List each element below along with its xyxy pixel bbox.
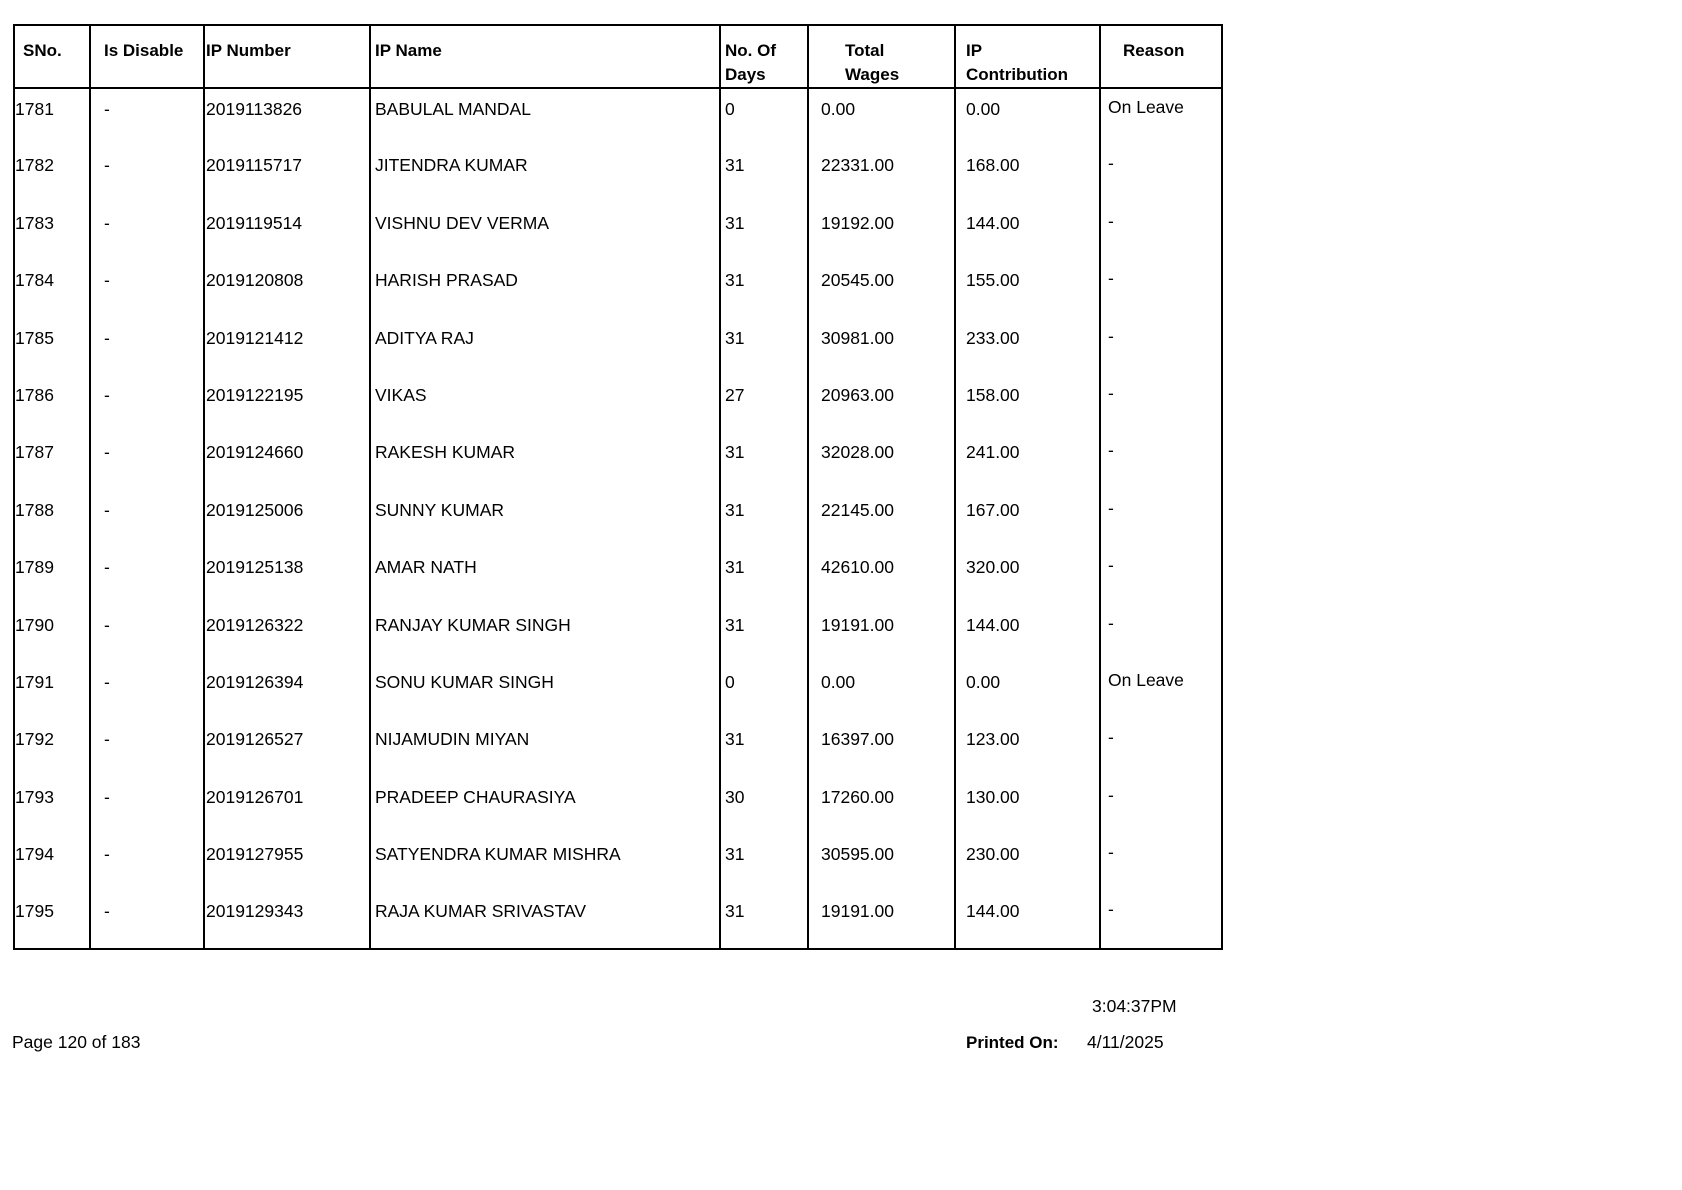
cell-no-of-days: 0 <box>720 88 808 145</box>
cell-total-wages: 22145.00 <box>808 490 955 547</box>
cell-no-of-days: 31 <box>720 260 808 317</box>
table-row <box>14 432 1222 489</box>
cell-ip-contribution: 241.00 <box>955 432 1100 489</box>
cell-reason: - <box>1100 318 1222 375</box>
cell-ip-name: BABULAL MANDAL <box>370 88 720 145</box>
cell-ip-number: 2019125138 <box>204 547 370 604</box>
cell-no-of-days: 27 <box>720 375 808 432</box>
cell-sno: 1787 <box>14 432 90 489</box>
printed-on-label: Printed On: <box>966 1033 1059 1052</box>
cell-is-disable: - <box>90 891 204 948</box>
header-ip-number: IP Number <box>204 25 370 88</box>
cell-ip-number: 2019129343 <box>204 891 370 948</box>
cell-is-disable: - <box>90 547 204 604</box>
cell-ip-contribution: 168.00 <box>955 145 1100 202</box>
header-ip-name: IP Name <box>370 25 720 88</box>
cell-ip-number: 2019122195 <box>204 375 370 432</box>
cell-reason: On Leave <box>1100 88 1222 145</box>
cell-sno: 1786 <box>14 375 90 432</box>
cell-reason: - <box>1100 547 1222 604</box>
cell-reason: - <box>1100 490 1222 547</box>
cell-ip-number: 2019115717 <box>204 145 370 202</box>
cell-ip-name: RAJA KUMAR SRIVASTAV <box>370 891 720 948</box>
cell-total-wages: 0.00 <box>808 88 955 145</box>
cell-ip-contribution: 144.00 <box>955 203 1100 260</box>
cell-is-disable: - <box>90 145 204 202</box>
cell-no-of-days: 30 <box>720 777 808 834</box>
table-row <box>14 834 1222 891</box>
cell-ip-number: 2019126394 <box>204 662 370 719</box>
header-total-wages: Total Wages <box>808 25 955 88</box>
cell-ip-name: PRADEEP CHAURASIYA <box>370 777 720 834</box>
cell-ip-name: VISHNU DEV VERMA <box>370 203 720 260</box>
cell-ip-name: SONU KUMAR SINGH <box>370 662 720 719</box>
printed-time: 3:04:37PM <box>1092 996 1177 1016</box>
cell-total-wages: 16397.00 <box>808 719 955 776</box>
table-row <box>14 662 1222 719</box>
cell-sno: 1793 <box>14 777 90 834</box>
header-is-disable: Is Disable <box>90 25 204 88</box>
cell-is-disable: - <box>90 490 204 547</box>
cell-total-wages: 20963.00 <box>808 375 955 432</box>
cell-total-wages: 42610.00 <box>808 547 955 604</box>
cell-no-of-days: 31 <box>720 547 808 604</box>
cell-ip-contribution: 144.00 <box>955 605 1100 662</box>
table-header-row <box>14 25 1222 88</box>
cell-sno: 1788 <box>14 490 90 547</box>
table-row <box>14 375 1222 432</box>
cell-no-of-days: 31 <box>720 834 808 891</box>
table-row <box>14 145 1222 202</box>
cell-sno: 1792 <box>14 719 90 776</box>
table-row <box>14 777 1222 834</box>
table-row <box>14 605 1222 662</box>
cell-ip-number: 2019124660 <box>204 432 370 489</box>
table-row <box>14 318 1222 375</box>
cell-no-of-days: 31 <box>720 719 808 776</box>
cell-ip-contribution: 130.00 <box>955 777 1100 834</box>
cell-ip-number: 2019126527 <box>204 719 370 776</box>
cell-total-wages: 30981.00 <box>808 318 955 375</box>
cell-ip-contribution: 230.00 <box>955 834 1100 891</box>
cell-is-disable: - <box>90 605 204 662</box>
cell-ip-contribution: 158.00 <box>955 375 1100 432</box>
cell-reason: - <box>1100 203 1222 260</box>
cell-ip-name: ADITYA RAJ <box>370 318 720 375</box>
cell-total-wages: 22331.00 <box>808 145 955 202</box>
cell-sno: 1794 <box>14 834 90 891</box>
cell-reason: - <box>1100 605 1222 662</box>
cell-is-disable: - <box>90 88 204 145</box>
cell-total-wages: 32028.00 <box>808 432 955 489</box>
cell-ip-name: VIKAS <box>370 375 720 432</box>
cell-ip-contribution: 320.00 <box>955 547 1100 604</box>
cell-sno: 1785 <box>14 318 90 375</box>
header-reason: Reason <box>1100 25 1222 88</box>
page-indicator: Page 120 of 183 <box>12 1032 141 1052</box>
cell-is-disable: - <box>90 777 204 834</box>
cell-ip-number: 2019121412 <box>204 318 370 375</box>
table-row <box>14 490 1222 547</box>
cell-ip-number: 2019113826 <box>204 88 370 145</box>
table-row <box>14 88 1222 145</box>
cell-reason: - <box>1100 834 1222 891</box>
cell-no-of-days: 0 <box>720 662 808 719</box>
contribution-table <box>13 24 1223 950</box>
header-sno: SNo. <box>14 25 90 88</box>
cell-total-wages: 17260.00 <box>808 777 955 834</box>
cell-ip-contribution: 123.00 <box>955 719 1100 776</box>
cell-ip-number: 2019119514 <box>204 203 370 260</box>
cell-no-of-days: 31 <box>720 490 808 547</box>
cell-reason: - <box>1100 375 1222 432</box>
table-row <box>14 891 1222 948</box>
cell-is-disable: - <box>90 662 204 719</box>
cell-sno: 1784 <box>14 260 90 317</box>
cell-ip-contribution: 233.00 <box>955 318 1100 375</box>
cell-ip-name: SATYENDRA KUMAR MISHRA <box>370 834 720 891</box>
cell-ip-contribution: 155.00 <box>955 260 1100 317</box>
cell-no-of-days: 31 <box>720 203 808 260</box>
cell-ip-name: AMAR NATH <box>370 547 720 604</box>
cell-reason: - <box>1100 145 1222 202</box>
cell-sno: 1790 <box>14 605 90 662</box>
cell-reason: - <box>1100 719 1222 776</box>
cell-ip-name: HARISH PRASAD <box>370 260 720 317</box>
cell-total-wages: 19192.00 <box>808 203 955 260</box>
header-no-of-days: No. Of Days <box>720 25 808 88</box>
table-row <box>14 203 1222 260</box>
cell-total-wages: 30595.00 <box>808 834 955 891</box>
cell-no-of-days: 31 <box>720 891 808 948</box>
cell-is-disable: - <box>90 203 204 260</box>
table-body <box>14 88 1222 949</box>
cell-reason: On Leave <box>1100 662 1222 719</box>
cell-ip-contribution: 0.00 <box>955 88 1100 145</box>
table-row <box>14 547 1222 604</box>
cell-total-wages: 20545.00 <box>808 260 955 317</box>
cell-reason: - <box>1100 891 1222 948</box>
cell-ip-name: NIJAMUDIN MIYAN <box>370 719 720 776</box>
cell-ip-contribution: 144.00 <box>955 891 1100 948</box>
cell-is-disable: - <box>90 260 204 317</box>
cell-ip-name: JITENDRA KUMAR <box>370 145 720 202</box>
cell-no-of-days: 31 <box>720 145 808 202</box>
table-row <box>14 260 1222 317</box>
cell-ip-name: RANJAY KUMAR SINGH <box>370 605 720 662</box>
cell-is-disable: - <box>90 375 204 432</box>
cell-no-of-days: 31 <box>720 432 808 489</box>
cell-sno: 1783 <box>14 203 90 260</box>
cell-ip-number: 2019126701 <box>204 777 370 834</box>
cell-is-disable: - <box>90 719 204 776</box>
cell-total-wages: 19191.00 <box>808 605 955 662</box>
cell-ip-contribution: 167.00 <box>955 490 1100 547</box>
header-ip-contribution: IP Contribution <box>955 25 1100 88</box>
cell-sno: 1789 <box>14 547 90 604</box>
cell-ip-number: 2019127955 <box>204 834 370 891</box>
cell-ip-number: 2019120808 <box>204 260 370 317</box>
cell-ip-name: RAKESH KUMAR <box>370 432 720 489</box>
cell-sno: 1781 <box>14 88 90 145</box>
cell-sno: 1795 <box>14 891 90 948</box>
cell-sno: 1782 <box>14 145 90 202</box>
cell-sno: 1791 <box>14 662 90 719</box>
cell-reason: - <box>1100 777 1222 834</box>
cell-no-of-days: 31 <box>720 318 808 375</box>
cell-ip-number: 2019126322 <box>204 605 370 662</box>
table-row <box>14 719 1222 776</box>
cell-ip-number: 2019125006 <box>204 490 370 547</box>
cell-is-disable: - <box>90 318 204 375</box>
cell-reason: - <box>1100 260 1222 317</box>
cell-ip-name: SUNNY KUMAR <box>370 490 720 547</box>
cell-total-wages: 19191.00 <box>808 891 955 948</box>
cell-total-wages: 0.00 <box>808 662 955 719</box>
cell-is-disable: - <box>90 432 204 489</box>
cell-no-of-days: 31 <box>720 605 808 662</box>
cell-reason: - <box>1100 432 1222 489</box>
cell-ip-contribution: 0.00 <box>955 662 1100 719</box>
printed-date: 4/11/2025 <box>1087 1032 1164 1052</box>
cell-is-disable: - <box>90 834 204 891</box>
